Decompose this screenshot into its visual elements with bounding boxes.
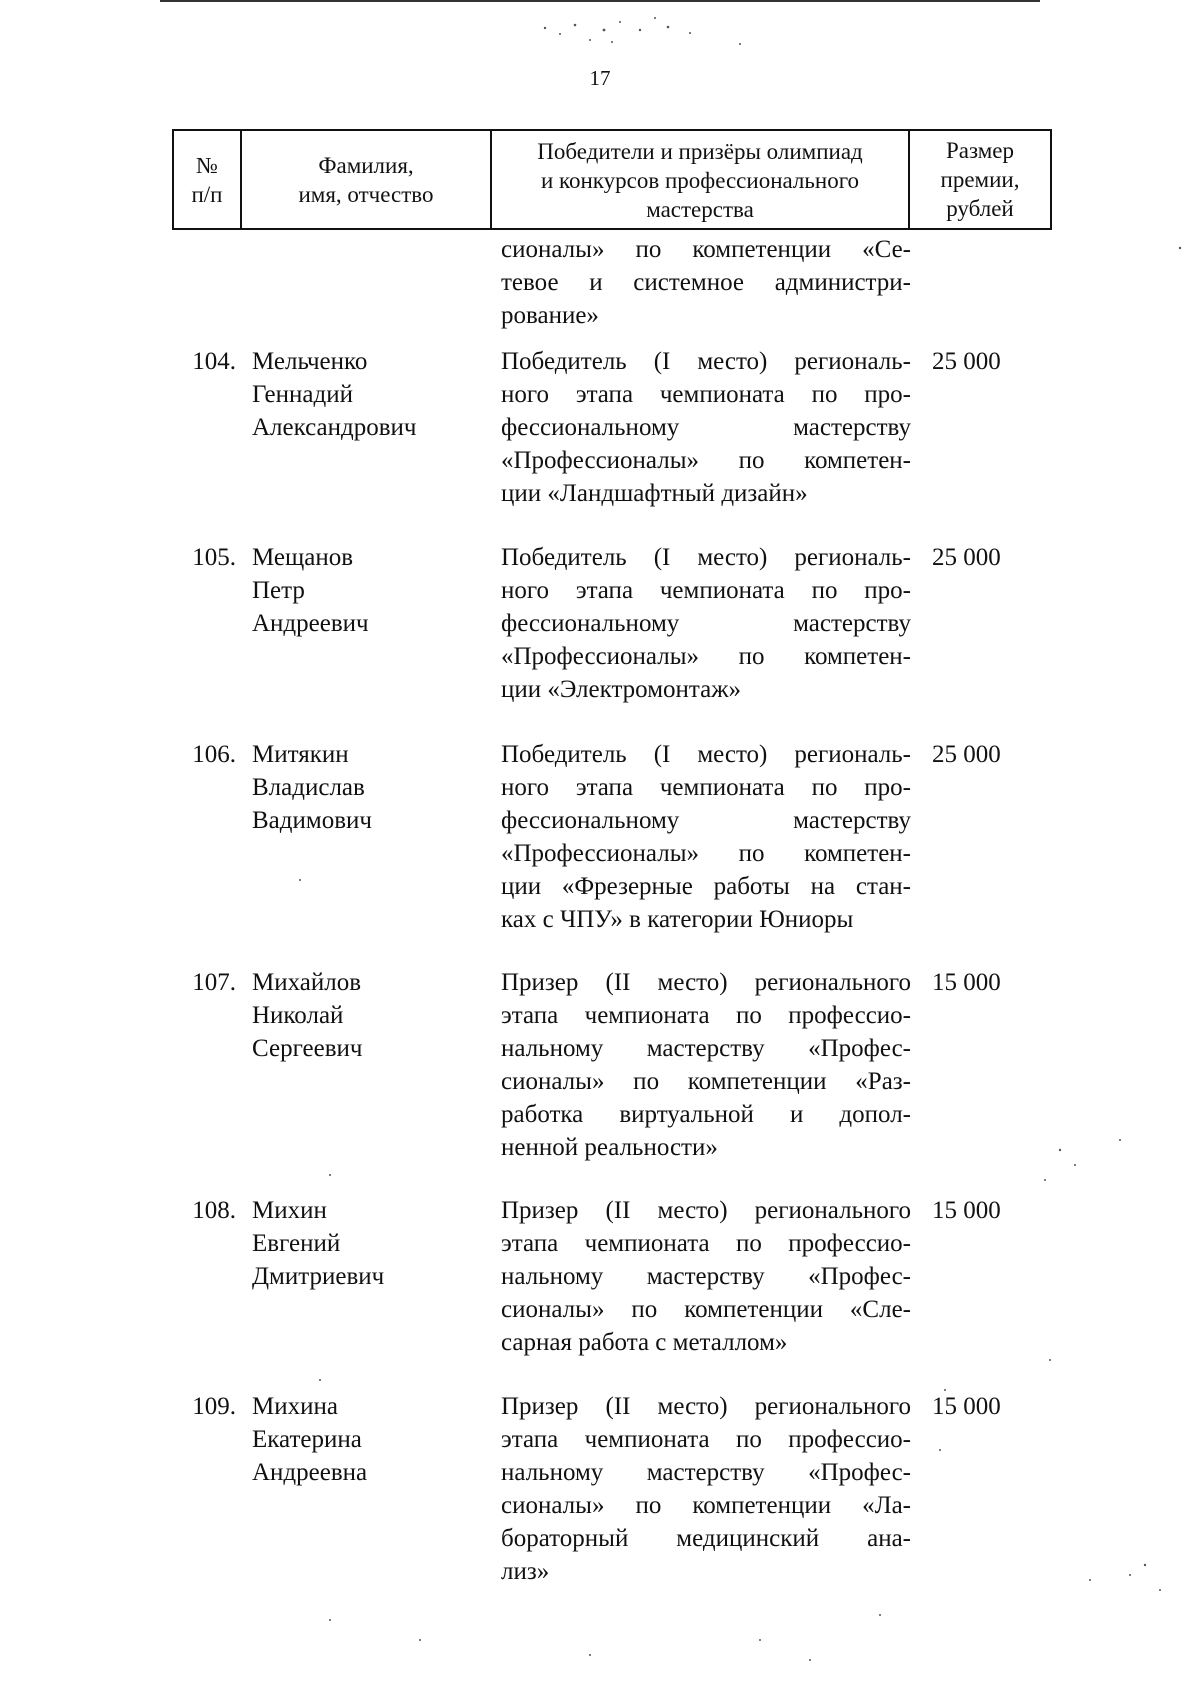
name-part: Андреевна (252, 1459, 368, 1486)
description-line: ненной реальности» (501, 1134, 718, 1161)
name-part: Геннадий (252, 381, 353, 408)
prize-amount: 25 000 (932, 544, 1001, 571)
description-line: «Профессионалы» по компетен- (501, 643, 911, 670)
description-line: сионалы» по компетенции «Ла- (501, 1492, 911, 1519)
header-achievement-column: Победители и призёры олимпиад и конкурсов профессионального мастерства (492, 131, 910, 228)
description-line: этапа чемпионата по профессио- (501, 1426, 911, 1453)
prize-amount: 25 000 (932, 741, 1001, 768)
header-name-column: Фамилия, имя, отчество (242, 131, 492, 228)
name-part: Мещанов (252, 544, 354, 571)
name-part: Александрович (252, 414, 417, 441)
description-line: «Профессионалы» по компетен- (501, 447, 911, 474)
page-top-edge (160, 0, 1040, 2)
prize-amount: 15 000 (932, 1393, 1001, 1420)
recipient-name (252, 541, 492, 640)
description-line: «Профессионалы» по компетен- (501, 840, 911, 867)
name-part: Михайлов (252, 969, 362, 996)
name-part: Николай (252, 1002, 344, 1029)
description-line: Победитель (I место) региональ- (501, 544, 911, 571)
row-number: 109. (192, 1393, 236, 1420)
name-part: Екатерина (252, 1426, 362, 1453)
header-amount-column: Размер премии, рублей (940, 138, 1020, 221)
row-number: 108. (192, 1197, 236, 1224)
achievement-description (501, 345, 911, 510)
description-line: бораторный медицинский ана- (501, 1525, 911, 1552)
recipient-name (252, 1390, 492, 1489)
table-header (172, 129, 1052, 230)
description-line: Победитель (I место) региональ- (501, 348, 911, 375)
description-line: сарная работа с металлом» (501, 1329, 788, 1356)
name-part: Евгений (252, 1230, 341, 1257)
description-line: нальному мастерству «Профес- (501, 1459, 911, 1486)
description-line: нальному мастерству «Профес- (501, 1263, 911, 1290)
description-line: лиз» (501, 1558, 550, 1585)
description-line: сионалы» по компетенции «Раз- (501, 1068, 911, 1095)
description-line: ции «Фрезерные работы на стан- (501, 873, 911, 900)
page-number: 17 (589, 66, 611, 90)
description-line: сионалы» по компетенции «Сле- (501, 1296, 911, 1323)
row-number: 104. (192, 348, 236, 375)
description-line: ции «Электромонтаж» (501, 676, 742, 703)
description-line: тевое и системное администри- (501, 269, 911, 296)
name-part: Владислав (252, 774, 365, 801)
description-line: этапа чемпионата по профессио- (501, 1230, 911, 1257)
description-line: ного этапа чемпионата по про- (501, 381, 911, 408)
description-line: Победитель (I место) региональ- (501, 741, 911, 768)
name-part: Михин (252, 1197, 327, 1224)
name-part: Андреевич (252, 610, 369, 637)
description-line: фессиональному мастерству (501, 807, 911, 834)
recipient-name (252, 738, 492, 837)
description-line: фессиональному мастерству (501, 610, 911, 637)
description-line: Призер (II место) регионального (501, 969, 911, 996)
description-line: ции «Ландшафтный дизайн» (501, 480, 808, 507)
description-line: ного этапа чемпионата по про- (501, 577, 911, 604)
description-line: нальному мастерству «Профес- (501, 1035, 911, 1062)
name-part: Михина (252, 1393, 338, 1420)
description-line: Призер (II место) регионального (501, 1393, 911, 1420)
recipient-name (252, 966, 492, 1065)
row-number: 106. (192, 741, 236, 768)
recipient-name (252, 345, 492, 444)
recipient-name (252, 1194, 492, 1293)
achievement-description (501, 738, 911, 936)
description-line: рование» (501, 302, 599, 329)
name-part: Митякин (252, 741, 349, 768)
description-line: Призер (II место) регионального (501, 1197, 911, 1224)
description-line: фессиональному мастерству (501, 414, 911, 441)
name-part: Дмитриевич (252, 1263, 385, 1290)
achievement-description (501, 541, 911, 706)
name-part: Мельченко (252, 348, 368, 375)
achievement-description (501, 966, 911, 1164)
name-part: Петр (252, 577, 305, 604)
description-line: ного этапа чемпионата по про- (501, 774, 911, 801)
prize-amount: 15 000 (932, 1197, 1001, 1224)
description-line: сионалы» по компетенции «Се- (501, 236, 911, 263)
description-line: ках с ЧПУ» в категории Юниоры (501, 906, 854, 933)
header-number-column: № п/п (174, 131, 242, 228)
row-number: 107. (192, 969, 236, 996)
achievement-description (501, 1194, 911, 1359)
description-line: работка виртуальной и допол- (501, 1101, 911, 1128)
prize-amount: 15 000 (932, 969, 1001, 996)
name-part: Вадимович (252, 807, 372, 834)
row-number: 105. (192, 544, 236, 571)
achievement-description (501, 1390, 911, 1588)
prize-amount: 25 000 (932, 348, 1001, 375)
name-part: Сергеевич (252, 1035, 363, 1062)
description-line: этапа чемпионата по профессио- (501, 1002, 911, 1029)
continued-description (501, 233, 911, 332)
